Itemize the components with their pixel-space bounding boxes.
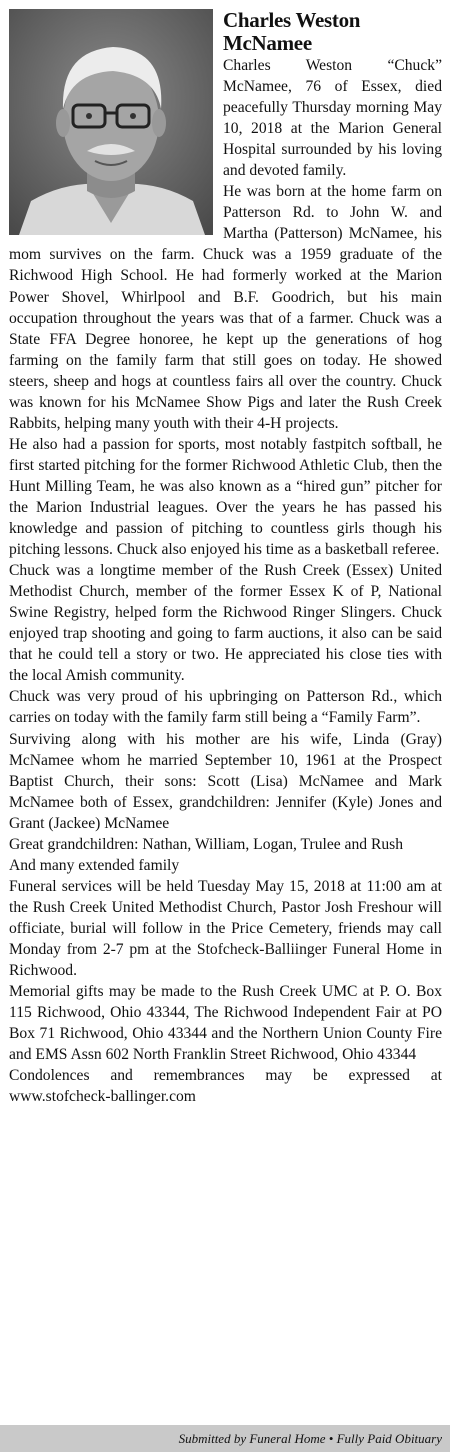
obituary-paragraph: He was born at the home farm on Patterson Rd. to John W. and Martha (Patterson) McNamee, his mom survives on the farm. Chuck was a 1959 graduate of the Richwood High School. He had formerly worked at the Marion Power Shovel, Whirlpool and B.F. Goodrich, but his main occupation throughout the years was that of a farmer. Chuck was a State FFA Degree honoree, he kept up the generations of hog farming on the family farm that still goes on today. He showed steers, sheep and hogs at countless fairs all over the country. Chuck was known for his McNamee Show Pigs and later the Rush Creek Rabbits, helping many youth with their 4-H projects. <box>9 183 442 432</box>
obituary-name: Charles Weston McNamee <box>223 8 361 55</box>
obituary-paragraph: And many extended family <box>9 856 180 874</box>
obituary-paragraph: He also had a passion for sports, most notably fastpitch softball, he first started pitching for the former Richwood Athletic Club, then the Hunt Milling Team, he was also known as a “hired gun” pitcher for the Marion Industrial leagues. Over the years he has passed his knowledge and passion of pitching to countless girls though his pitching lessons. Chuck also enjoyed his time as a basketball referee. <box>9 435 442 559</box>
footer-bar <box>0 1425 450 1452</box>
obituary-paragraph: Condolences and remembrances may be expressed at www.stofcheck-ballinger.com <box>9 1067 442 1106</box>
footer-text: Submitted by Funeral Home • Fully Paid Obituary <box>178 1431 442 1446</box>
obituary-paragraph: Funeral services will be held Tuesday May 15, 2018 at 11:00 am at the Rush Creek United Methodist Church, Pastor Josh Freshour will officiate, burial will follow in the Price Cemetery, friends may call Monday from 2-7 pm at the Stofcheck-Balliinger Funeral Home in Richwood. <box>9 877 442 980</box>
obituary-paragraph: Chuck was very proud of his upbringing on Patterson Rd., which carries on today with the family farm still being a “Family Farm”. <box>9 688 442 727</box>
portrait-image <box>9 9 213 235</box>
obituary-paragraph: Memorial gifts may be made to the Rush Creek UMC at P. O. Box 115 Richwood, Ohio 43344, The Richwood Independent Fair at PO Box 71 Richwood, Ohio 43344 and the Northern Union County Fire and EMS Assn 602 North Franklin Street Richwood, Ohio 43344 <box>9 983 442 1064</box>
obituary-paragraph: Surviving along with his mother are his wife, Linda (Gray) McNamee whom he married September 10, 1961 at the Prospect Baptist Church, their sons: Scott (Lisa) McNamee and Mark McNamee both of Essex, grandchildren: Jennifer (Kyle) Jones and Grant (Jackee) McNamee <box>9 730 442 832</box>
obituary-paragraph: Charles Weston “Chuck” McNamee, 76 of Essex, died peacefully Thursday morning May 10, 2018 at the Marion General Hospital surrounded by his loving and devoted family. <box>223 57 442 180</box>
portrait-photo <box>9 9 213 235</box>
obituary-paragraph: Chuck was a longtime member of the Rush Creek (Essex) United Methodist Church, member of the former Essex K of P, National Swine Registry, helped form the Richwood Ringer Slingers. Chuck enjoyed trap shooting and going to farm auctions, it also can be said that he could tell a story or two. He appreciated his close ties with the local Amish community. <box>9 562 442 685</box>
obituary-paragraph: Great grandchildren: Nathan, William, Logan, Trulee and Rush <box>9 835 404 853</box>
